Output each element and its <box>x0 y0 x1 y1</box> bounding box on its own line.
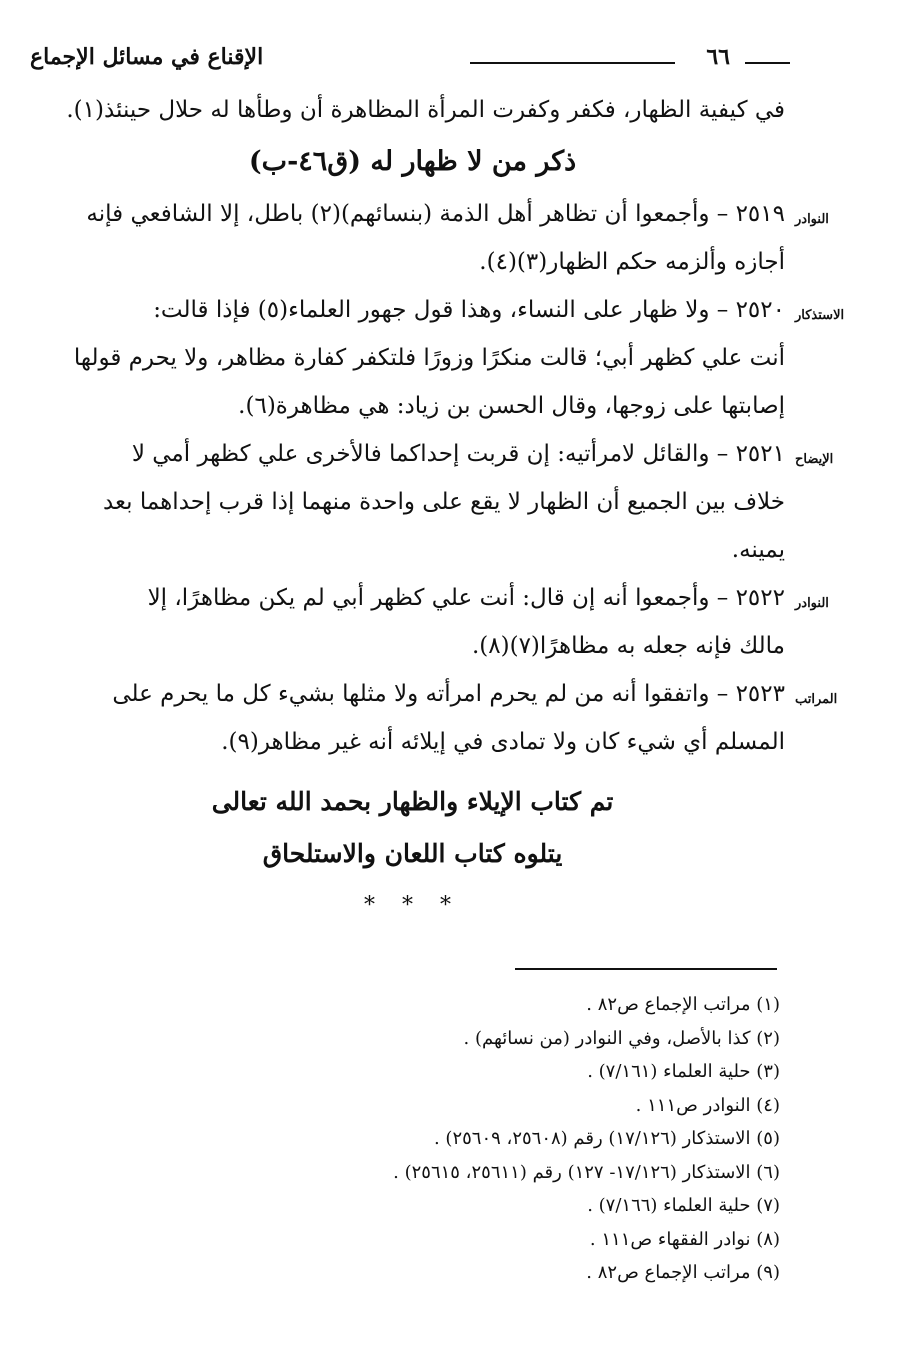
paragraph-2521 <box>40 430 834 574</box>
paragraph-line: ٢٥٢١ – والقائل لامرأتيه: إن قربت إحداكما فالأخرى علي كظهر أمي لا <box>131 441 785 467</box>
paragraph-line: ٢٥٢٢ – وأجمعوا أنه إن قال: أنت علي كظهر أبي لم يكن مظاهرًا، إلا <box>147 585 785 611</box>
book-closing <box>40 776 785 880</box>
paragraph-line: المسلم أي شيء كان ولا تمادى في إيلائه أنه غير مظاهر(٩). <box>221 729 785 755</box>
page-header <box>30 44 790 84</box>
margin-source-label: النوادر <box>795 596 829 611</box>
footnote-separator <box>515 968 777 970</box>
footnote-item: (١) مراتب الإجماع ص٨٢ . <box>586 994 780 1015</box>
paragraph-2520 <box>40 286 845 430</box>
margin-source-label: الاستذكار <box>795 308 845 323</box>
ornament-stars: * * * <box>364 893 461 918</box>
paragraph-line: إصابتها على زوجها، وقال الحسن بن زياد: هي مظاهرة(٦). <box>238 393 785 419</box>
footnote-item: (٧) حلية العلماء (٧/١٦٦) . <box>587 1195 780 1216</box>
section-heading: ذكر من لا ظهار له (ق٤٦-ب) <box>248 146 577 177</box>
paragraph-line: أنت علي كظهر أبي؛ قالت منكرًا وزورًا فلتكفر كفارة مظاهر، ولا يحرم قولها <box>73 345 785 371</box>
paragraph-2519 <box>40 190 829 286</box>
header-rule-middle <box>470 62 675 64</box>
footnote-item: (٩) مراتب الإجماع ص٨٢ . <box>586 1262 780 1283</box>
footnote-item: (٥) الاستذكار (١٧/١٢٦) رقم (٢٥٦٠٨، ٢٥٦٠٩) . <box>433 1128 780 1149</box>
margin-source-label: النوادر <box>795 212 829 227</box>
paragraph-2522 <box>40 574 829 670</box>
paragraph-line: مالك فإنه جعله به مظاهرًا(٧)(٨). <box>471 633 785 659</box>
paragraph-line: ٢٥١٩ – وأجمعوا أن تظاهر أهل الذمة (بنسائهم)(٢) باطل، إلا الشافعي فإنه <box>86 201 785 227</box>
next-book-line: يتلوه كتاب اللعان والاستلحاق <box>262 839 563 868</box>
running-title: الإقناع في مسائل الإجماع <box>30 44 264 70</box>
paragraph-line: ٢٥٢٠ – ولا ظهار على النساء، وهذا قول جهور العلماء(٥) فإذا قالت: <box>153 297 785 323</box>
main-text <box>40 86 845 930</box>
intro-line: في كيفية الظهار، فكفر وكفرت المرأة المظاهرة أن وطأها له حلال حينئذ(١). <box>66 97 785 123</box>
footnote-item: (٨) نوادر الفقهاء ص١١١ . <box>589 1228 780 1250</box>
closing-line: تم كتاب الإيلاء والظهار بحمد الله تعالى <box>211 787 614 816</box>
footnote-item: (٦) الاستذكار (١٧/١٢٦- ١٢٧) رقم (٢٥٦١١، ٢٥٦١٥) . <box>393 1161 780 1183</box>
margin-source-label: المراتب <box>795 692 838 707</box>
page-number: ٦٦ <box>706 44 730 70</box>
paragraph-line: ٢٥٢٣ – واتفقوا أنه من لم يحرم امرأته ولا مثلها بشيء كل ما يحرم على <box>112 681 785 707</box>
paragraph-line: أجازه وألزمه حكم الظهار(٣)(٤). <box>479 249 785 275</box>
footnote-item: (٤) النوادر ص١١١ . <box>635 1094 780 1116</box>
paragraph-line: خلاف بين الجميع أن الظهار لا يقع على واحدة منهما إذا قرب إحداهما بعد <box>102 489 785 515</box>
paragraph-2523 <box>40 670 838 766</box>
paragraph-line: يمينه. <box>731 537 785 563</box>
margin-source-label: الإيضاح <box>795 452 834 467</box>
header-rule-right <box>745 62 790 64</box>
footnote-item: (٢) كذا بالأصل، وفي النوادر (من نسائهم) . <box>463 1027 780 1049</box>
footnotes <box>40 988 780 1290</box>
footnote-item: (٣) حلية العلماء (٧/١٦١) . <box>587 1061 780 1082</box>
